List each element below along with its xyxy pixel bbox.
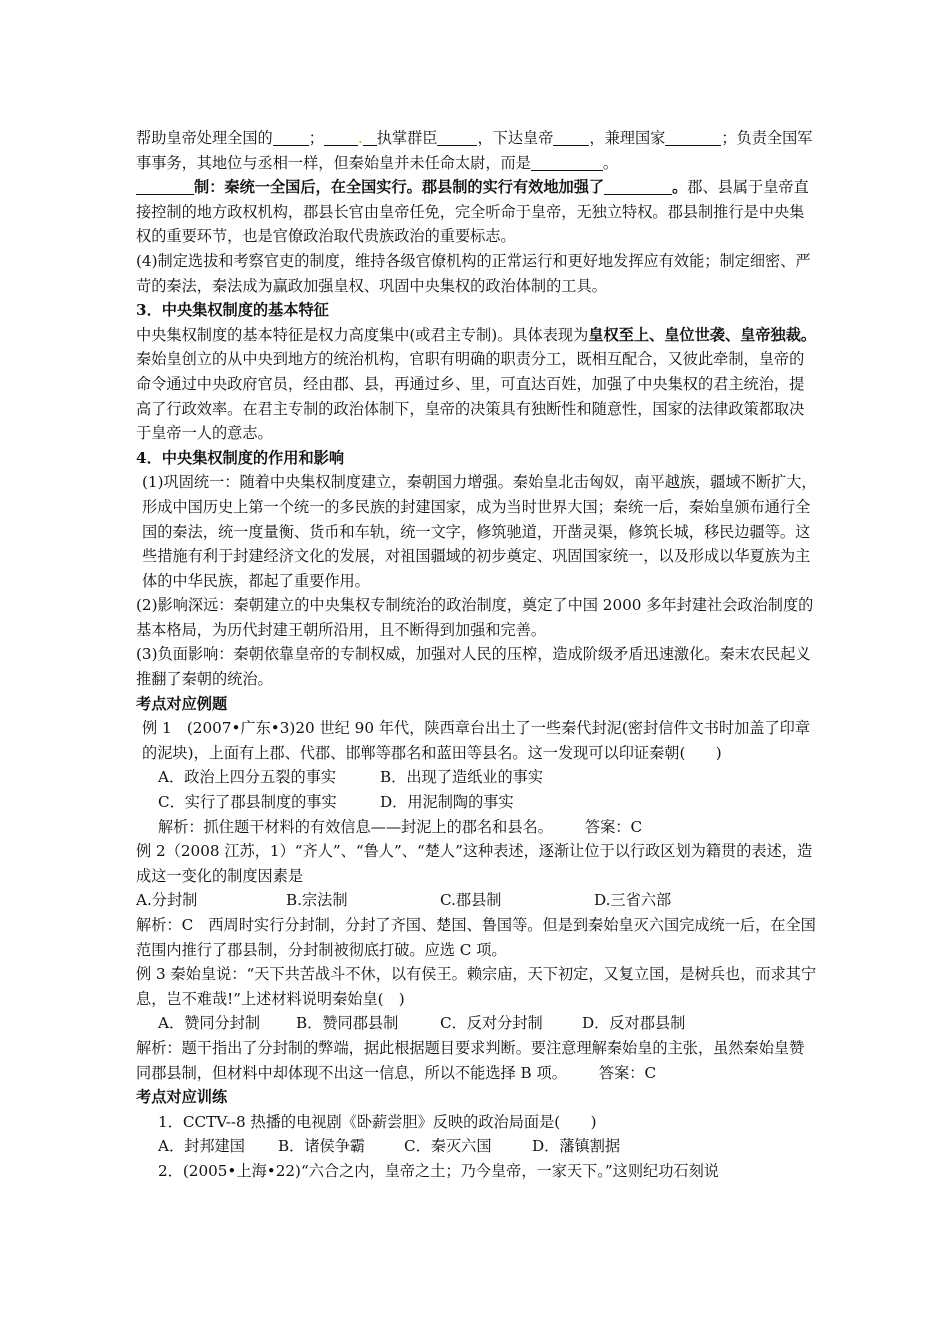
option-b: B.宗法制 (286, 891, 348, 910)
text: ，下达皇帝 (477, 129, 554, 147)
fill-blank (437, 129, 477, 146)
text: ，兼理国家 (589, 129, 666, 147)
option-c: C．反对分封制 (440, 1014, 543, 1033)
text: 中(或君主专制)。具体表现为 (394, 325, 589, 344)
fill-blank (136, 178, 194, 195)
text: 郡、县属于皇帝直接控制的地方政权机构，郡县长官由皇帝任免，完全听命于皇帝，无独立特权。郡县制推行是中央集权的重要环节，也是官僚政治取代贵族政治的重要标志。 (136, 178, 809, 246)
bold-text: 制：秦统一全国后，在全国实行。郡县制的实行有效地加强了 (194, 178, 605, 197)
fill-blank (273, 129, 309, 146)
paragraph-unify: (1)巩固统一：随着中央集权制度建立，秦朝国力增强。秦始皇北击匈奴，南平越族，疆域不断扩大，形成中国历史上第一个统一的多民族的封建国家，成为当时世界大国；秦统一后，秦始皇颁布通行全国的秦法，统一度量衡、货币和车轨，统一文字，修筑驰道，开凿灵渠，修筑长城，移民边疆等。这些措施有利于封建经济文化的发展，对祖国疆域的初步奠定、巩固国家统一，以及形成以华夏族为主体的中华民族，都起了重要作用。 (142, 473, 817, 590)
fill-blank (363, 129, 377, 146)
text: 秦始皇创立的从中央到地方的统治机构，官职有明确的职责分工，既相互配合，又彼此牵制，皇帝的命令通过中央政府官员，经由郡、县，再通过乡、里，可直达百姓，加强了中央集权的君主统治，提高了行政效率。在君主专制的政治体制下，皇帝的决策具有独断性和随意性，国家的法律政策都取决于皇帝一人的意志。 (136, 350, 805, 443)
fill-blank (665, 129, 721, 146)
example-stem: 例 3 秦始皇说：“天下共苦战斗不休，以有侯王。赖宗庙，天下初定，又复立国，是树兵也，而求其宁息，岂不难哉!”上述材料说明秦始皇( ) (136, 965, 817, 1008)
bold-text: 。 (672, 178, 688, 197)
option-a: A．赞同分封制 (158, 1014, 261, 1033)
analysis-row (136, 1036, 818, 1085)
text: 帮助皇帝处理全国的 (136, 129, 273, 147)
text: ； (721, 129, 737, 147)
option-c: C.郡县制 (440, 891, 502, 910)
paragraph-negative: (3)负面影响：秦朝依靠皇帝的专制权威，加强对人民的压榨，造成阶级矛盾迅速激化。秦末农民起义推翻了秦朝的统治。 (136, 645, 811, 689)
question-stem: 1．CCTV--8 热播的电视剧《卧薪尝胆》反映的政治局面是( ) (158, 1112, 597, 1131)
fill-blank (553, 129, 589, 146)
fill-blank (604, 178, 672, 195)
option-d: D．反对郡县制 (582, 1014, 686, 1033)
option-c: C．实行了郡县制度的事实 (158, 793, 337, 812)
option-b: B．赞同郡县制 (296, 1014, 399, 1033)
option-a: A.分封制 (136, 891, 198, 910)
text: ； (308, 129, 324, 147)
option-d: D．用泥制陶的事实 (380, 793, 514, 812)
paragraph-prefecture (136, 175, 818, 249)
paragraph-officials (136, 126, 818, 175)
option-row (136, 790, 818, 815)
option-c: C．秦灭六国 (404, 1137, 492, 1156)
option-b: B．诸侯争霸 (278, 1137, 366, 1156)
fill-blank (324, 129, 358, 146)
option-d: D.三省六部 (594, 891, 672, 910)
example-stem: 例 2（2008 江苏，1）“齐人”、“鲁人”、“楚人”这种表述，逐渐让位于以行政区划为籍贯的表述，造成这一变化的制度因素是 (136, 842, 813, 885)
fill-blank (531, 154, 603, 171)
section-heading: 4．中央集权制度的作用和影响 (136, 448, 345, 467)
paragraph-influence: (2)影响深远：秦朝建立的中央集权专制统治的政治制度，奠定了中国 2000 多年封建社会政治制度的基本格局，为历代封建王朝所沿用，且不断得到加强和完善。 (136, 596, 814, 639)
bold-text: 皇权至上、皇位世袭、皇帝独裁。 (588, 325, 817, 344)
text: 执掌群臣 (376, 129, 438, 147)
section-heading: 考点对应训练 (136, 1088, 228, 1107)
section-heading: 考点对应例题 (136, 694, 228, 713)
section-heading: 3．中央集权制度的基本特征 (136, 301, 329, 320)
answer-text: 答案：C (598, 1063, 657, 1082)
option-row (136, 765, 818, 790)
text: 负责全国军事事务，其地位与丞相一样，但秦始皇并未任命太尉，而是 (136, 129, 813, 172)
option-a: A．政治上四分五裂的事实 (158, 768, 337, 787)
paragraph-features (136, 323, 818, 446)
text: 中央集权制度的基本特征是权力高度集 (136, 325, 395, 344)
option-row (136, 888, 818, 913)
analysis-text: 解析：C 西周时实行分封制，分封了齐国、楚国、鲁国等。但是到秦始皇灭六国完成统一后，在全国范围内推行了郡县制，分封制被彻底打破。应选 C 项。 (136, 916, 816, 959)
example-stem: 例 1 (2007•广东•3)20 世纪 90 年代，陕西章台出土了一些秦代封泥(密封信件文书时加盖了印章的泥块)，上面有上郡、代郡、邯郸等郡名和蓝田等县名。这一发现可以印证秦朝( ) (142, 719, 811, 762)
marker-dot: . (357, 129, 363, 147)
document-page (136, 126, 818, 1184)
analysis-row (136, 815, 818, 840)
answer-text: 答案：C (584, 817, 643, 836)
option-row (136, 1011, 818, 1036)
text: 。 (602, 153, 619, 172)
option-a: A．封邦建国 (158, 1137, 245, 1156)
option-b: B．出现了造纸业的事实 (380, 768, 544, 787)
paragraph-law: (4)制定选拔和考察官吏的制度，维持各级官僚机构的正常运行和更好地发挥应有效能；制定细密、严苛的秦法，秦法成为赢政加强皇权、巩固中央集权的政治体制的工具。 (136, 251, 811, 295)
analysis-text: 解析：题干指出了分封制的弊端，据此根据题目要求判断。要注意理解秦始皇的主张，虽然秦始皇赞同郡县制，但材料中却体现不出这一信息，所以不能选择 B 项。 (136, 1038, 805, 1082)
option-d: D．藩镇割据 (532, 1137, 621, 1156)
question-stem: 2．(2005•上海•22)“六合之内，皇帝之土；乃今皇帝，一家天下。”这则纪功石刻说 (158, 1161, 719, 1180)
option-row (136, 1134, 818, 1159)
analysis-text: 解析：抓住题干材料的有效信息——封泥上的郡名和县名。 (158, 817, 553, 836)
